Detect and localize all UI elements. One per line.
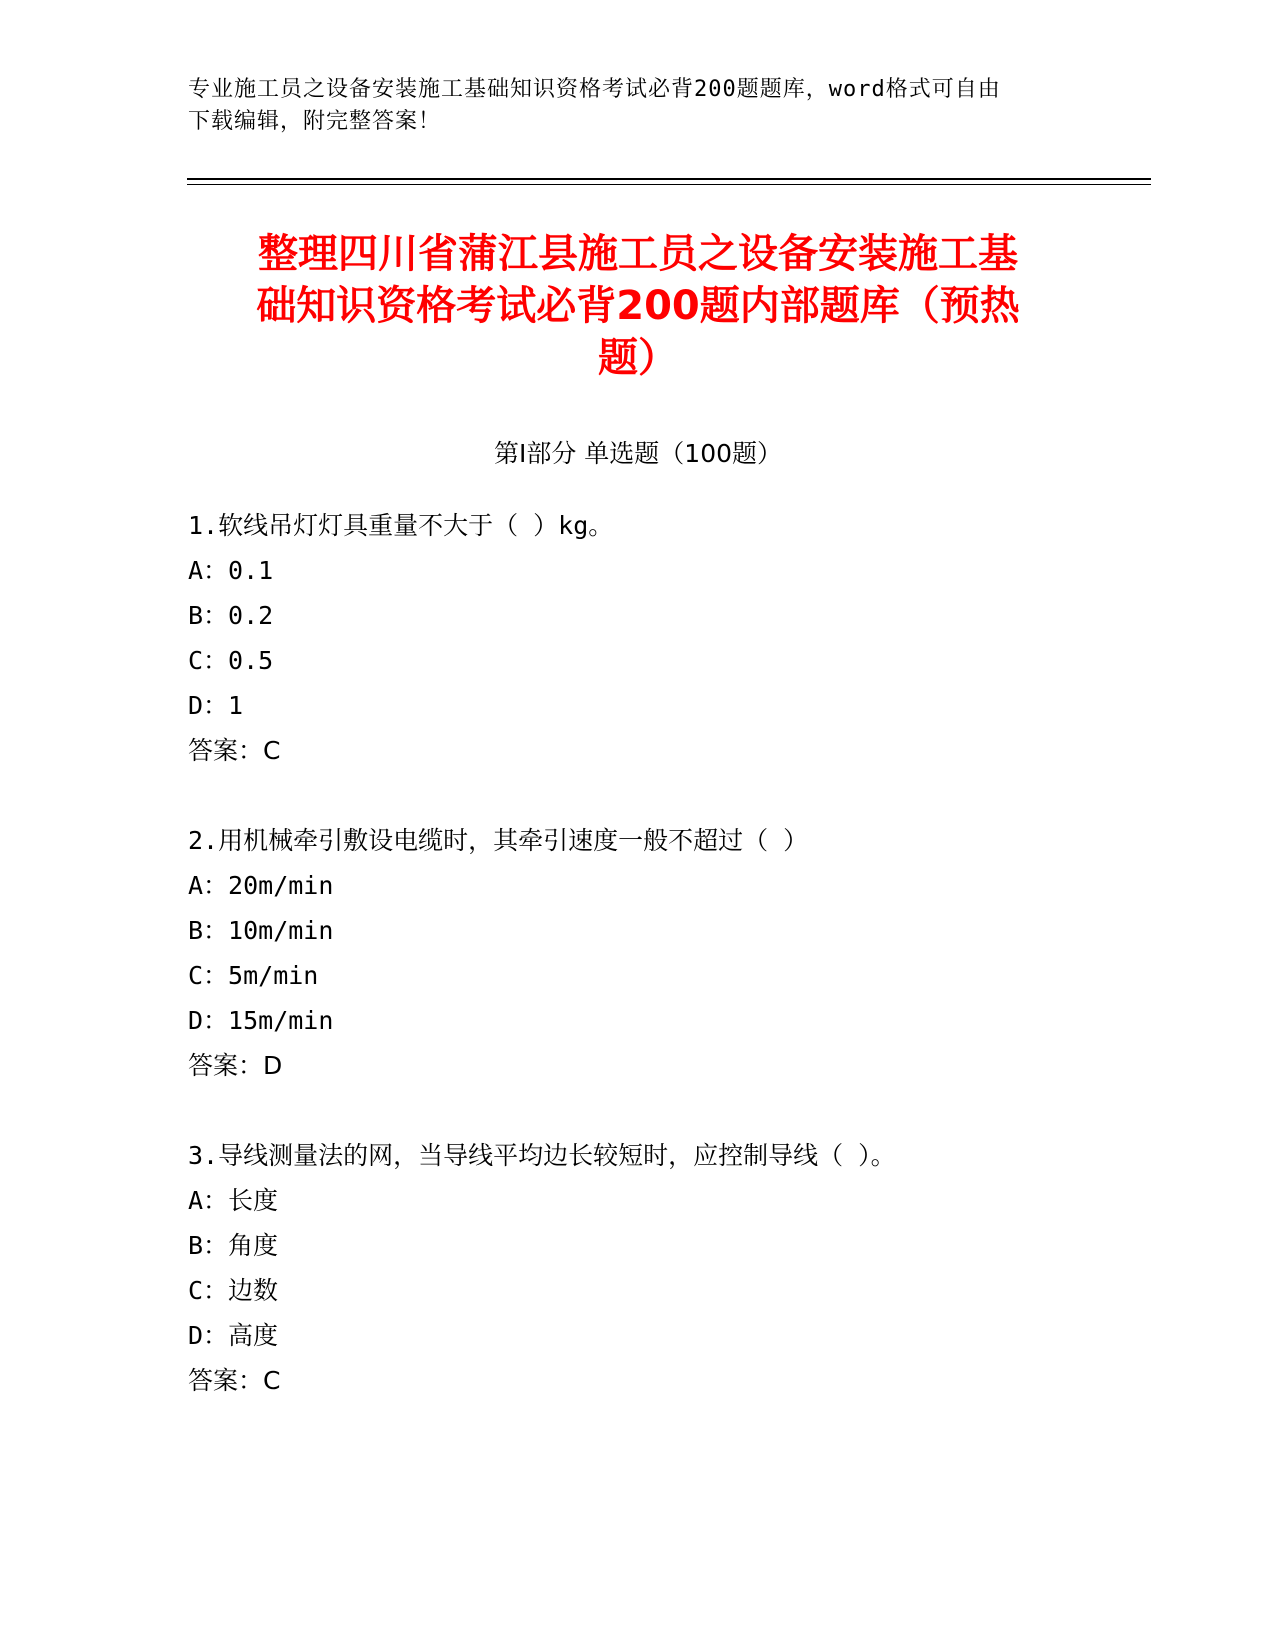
question-stem: 1.软线吊灯灯具重量不大于（ ）kg。 — [188, 511, 614, 540]
option-a: A：长度 — [188, 1186, 279, 1215]
option-a: A：0.1 — [188, 556, 274, 585]
question-stem: 3.导线测量法的网，当导线平均边长较短时，应控制导线（ ）。 — [188, 1141, 896, 1170]
question-block — [188, 503, 1088, 773]
option-d: D：15m/min — [188, 1006, 334, 1035]
header-note-line-1: 专业施工员之设备安装施工基础知识资格考试必背200题题库，word格式可自由 — [188, 77, 1001, 102]
document-title-line-3: 题） — [598, 335, 678, 381]
document-title — [188, 228, 1088, 384]
option-b: B：角度 — [188, 1231, 279, 1260]
question-block — [188, 1133, 1088, 1403]
option-b: B：10m/min — [188, 916, 334, 945]
question-block — [188, 818, 1088, 1088]
option-d: D：1 — [188, 691, 244, 720]
answer-text: 答案：C — [188, 736, 281, 765]
option-c: C：5m/min — [188, 961, 319, 990]
answer-text: 答案：D — [188, 1051, 283, 1080]
document-title-line-1: 整理四川省蒲江县施工员之设备安装施工基 — [258, 231, 1018, 277]
question-stem: 2.用机械牵引敷设电缆时，其牵引速度一般不超过（ ） — [188, 826, 809, 855]
option-d: D：高度 — [188, 1321, 279, 1350]
option-b: B：0.2 — [188, 601, 274, 630]
answer-text: 答案：C — [188, 1366, 281, 1395]
header-note-line-2: 下载编辑，附完整答案！ — [188, 109, 442, 134]
document-title-line-2: 础知识资格考试必背200题内部题库（预热 — [256, 283, 1020, 329]
option-c: C：0.5 — [188, 646, 274, 675]
section-heading: 第Ⅰ部分 单选题（100题） — [493, 439, 783, 468]
header-divider-thick — [187, 178, 1151, 180]
header-divider-thin — [187, 184, 1151, 185]
option-a: A：20m/min — [188, 871, 334, 900]
option-c: C：边数 — [188, 1276, 279, 1305]
header-note — [188, 74, 1088, 138]
